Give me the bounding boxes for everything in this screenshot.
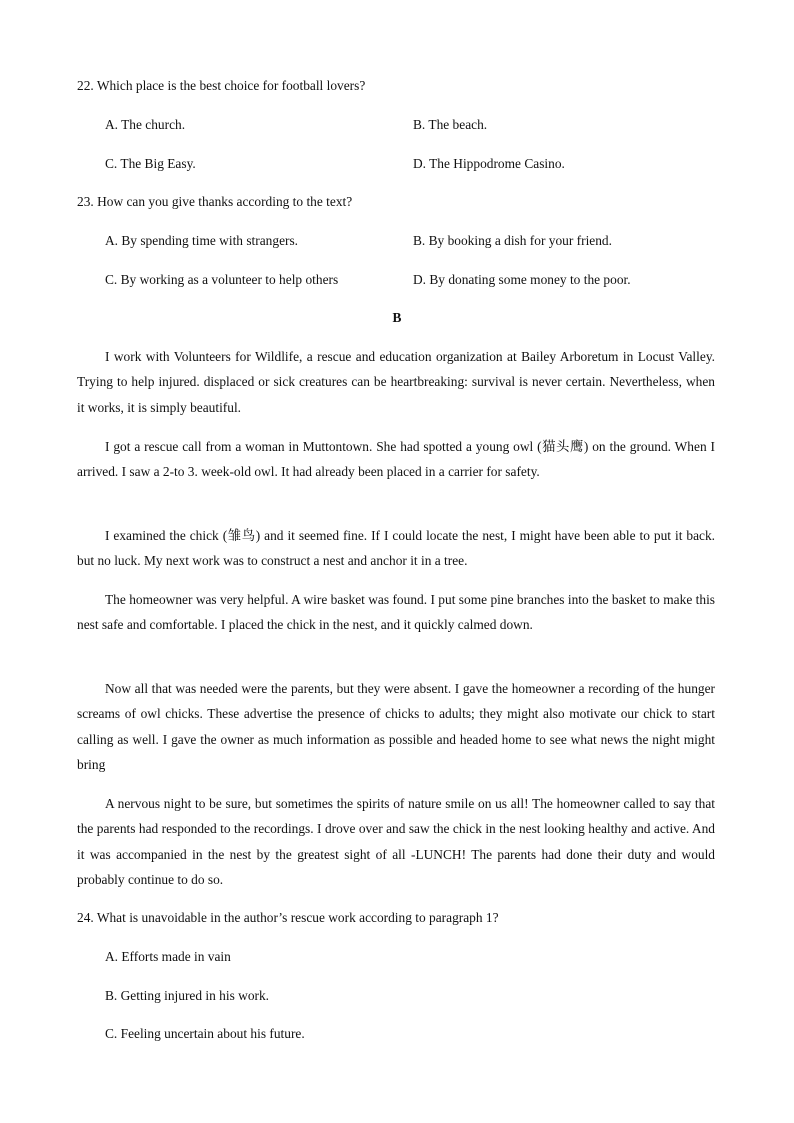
q23-option-b: B. By booking a dish for your friend. bbox=[413, 233, 612, 248]
q22-option-b: B. The beach. bbox=[413, 117, 488, 132]
q22-option-c: C. The Big Easy. bbox=[105, 156, 196, 171]
q23-option-c: C. By working as a volunteer to help others bbox=[105, 272, 339, 287]
q24-option-c: C. Feeling uncertain about his future. bbox=[105, 1026, 305, 1041]
passage-paragraph-4: The homeowner was very helpful. A wire basket was found. I put some pine branches into the basket to make this nest safe and comfortable. I placed the chick in the nest, and it quickly calmed down. bbox=[77, 592, 715, 633]
q22-option-d: D. The Hippodrome Casino. bbox=[413, 156, 565, 171]
q24-option-b: B. Getting injured in his work. bbox=[105, 988, 270, 1003]
question-24: 24. What is unavoidable in the author’s rescue work according to paragraph 1? bbox=[77, 910, 499, 925]
q22-option-a: A. The church. bbox=[105, 117, 186, 132]
q23-option-a: A. By spending time with strangers. bbox=[105, 233, 299, 248]
question-23: 23. How can you give thanks according to the text? bbox=[77, 194, 353, 209]
passage-paragraph-6: A nervous night to be sure, but sometimes the spirits of nature smile on us all! The homeowner called to say that the parents had responded to the recordings. I drove over and saw the chick in the nest looking healthy and active. And it was accompanied in the nest by the greatest sight of all -LUNCH! The parents had done their duty and would probably continue to do so. bbox=[77, 796, 715, 888]
question-22: 22. Which place is the best choice for football lovers? bbox=[77, 78, 366, 93]
passage-paragraph-2: I got a rescue call from a woman in Muttontown. She had spotted a young owl (猫头鹰) on the ground. When I arrived. I saw a 2-to 3. week-old owl. It had already been placed in a carrier for safety. bbox=[77, 439, 715, 480]
passage-paragraph-3: I examined the chick (雏鸟) and it seemed fine. If I could locate the nest, I might have been able to put it back. but no luck. My next work was to construct a nest and anchor it in a tree. bbox=[77, 528, 715, 569]
passage-paragraph-5: Now all that was needed were the parents, but they were absent. I gave the homeowner a recording of the hunger screams of owl chicks. These advertise the presence of chicks to adults; they might also motivate our chick to start calling as well. I gave the owner as much information as possible and headed home to see what news the night might bring bbox=[77, 681, 715, 773]
q23-option-d: D. By donating some money to the poor. bbox=[413, 272, 631, 287]
passage-paragraph-1: I work with Volunteers for Wildlife, a rescue and education organization at Bailey Arboretum in Locust Valley. Trying to help injured. displaced or sick creatures can be heartbreaking: survival is never certain. Nevertheless, when it works, it is simply beautiful. bbox=[77, 349, 715, 415]
q24-option-a: A. Efforts made in vain bbox=[105, 949, 231, 964]
section-heading: B bbox=[392, 310, 402, 325]
